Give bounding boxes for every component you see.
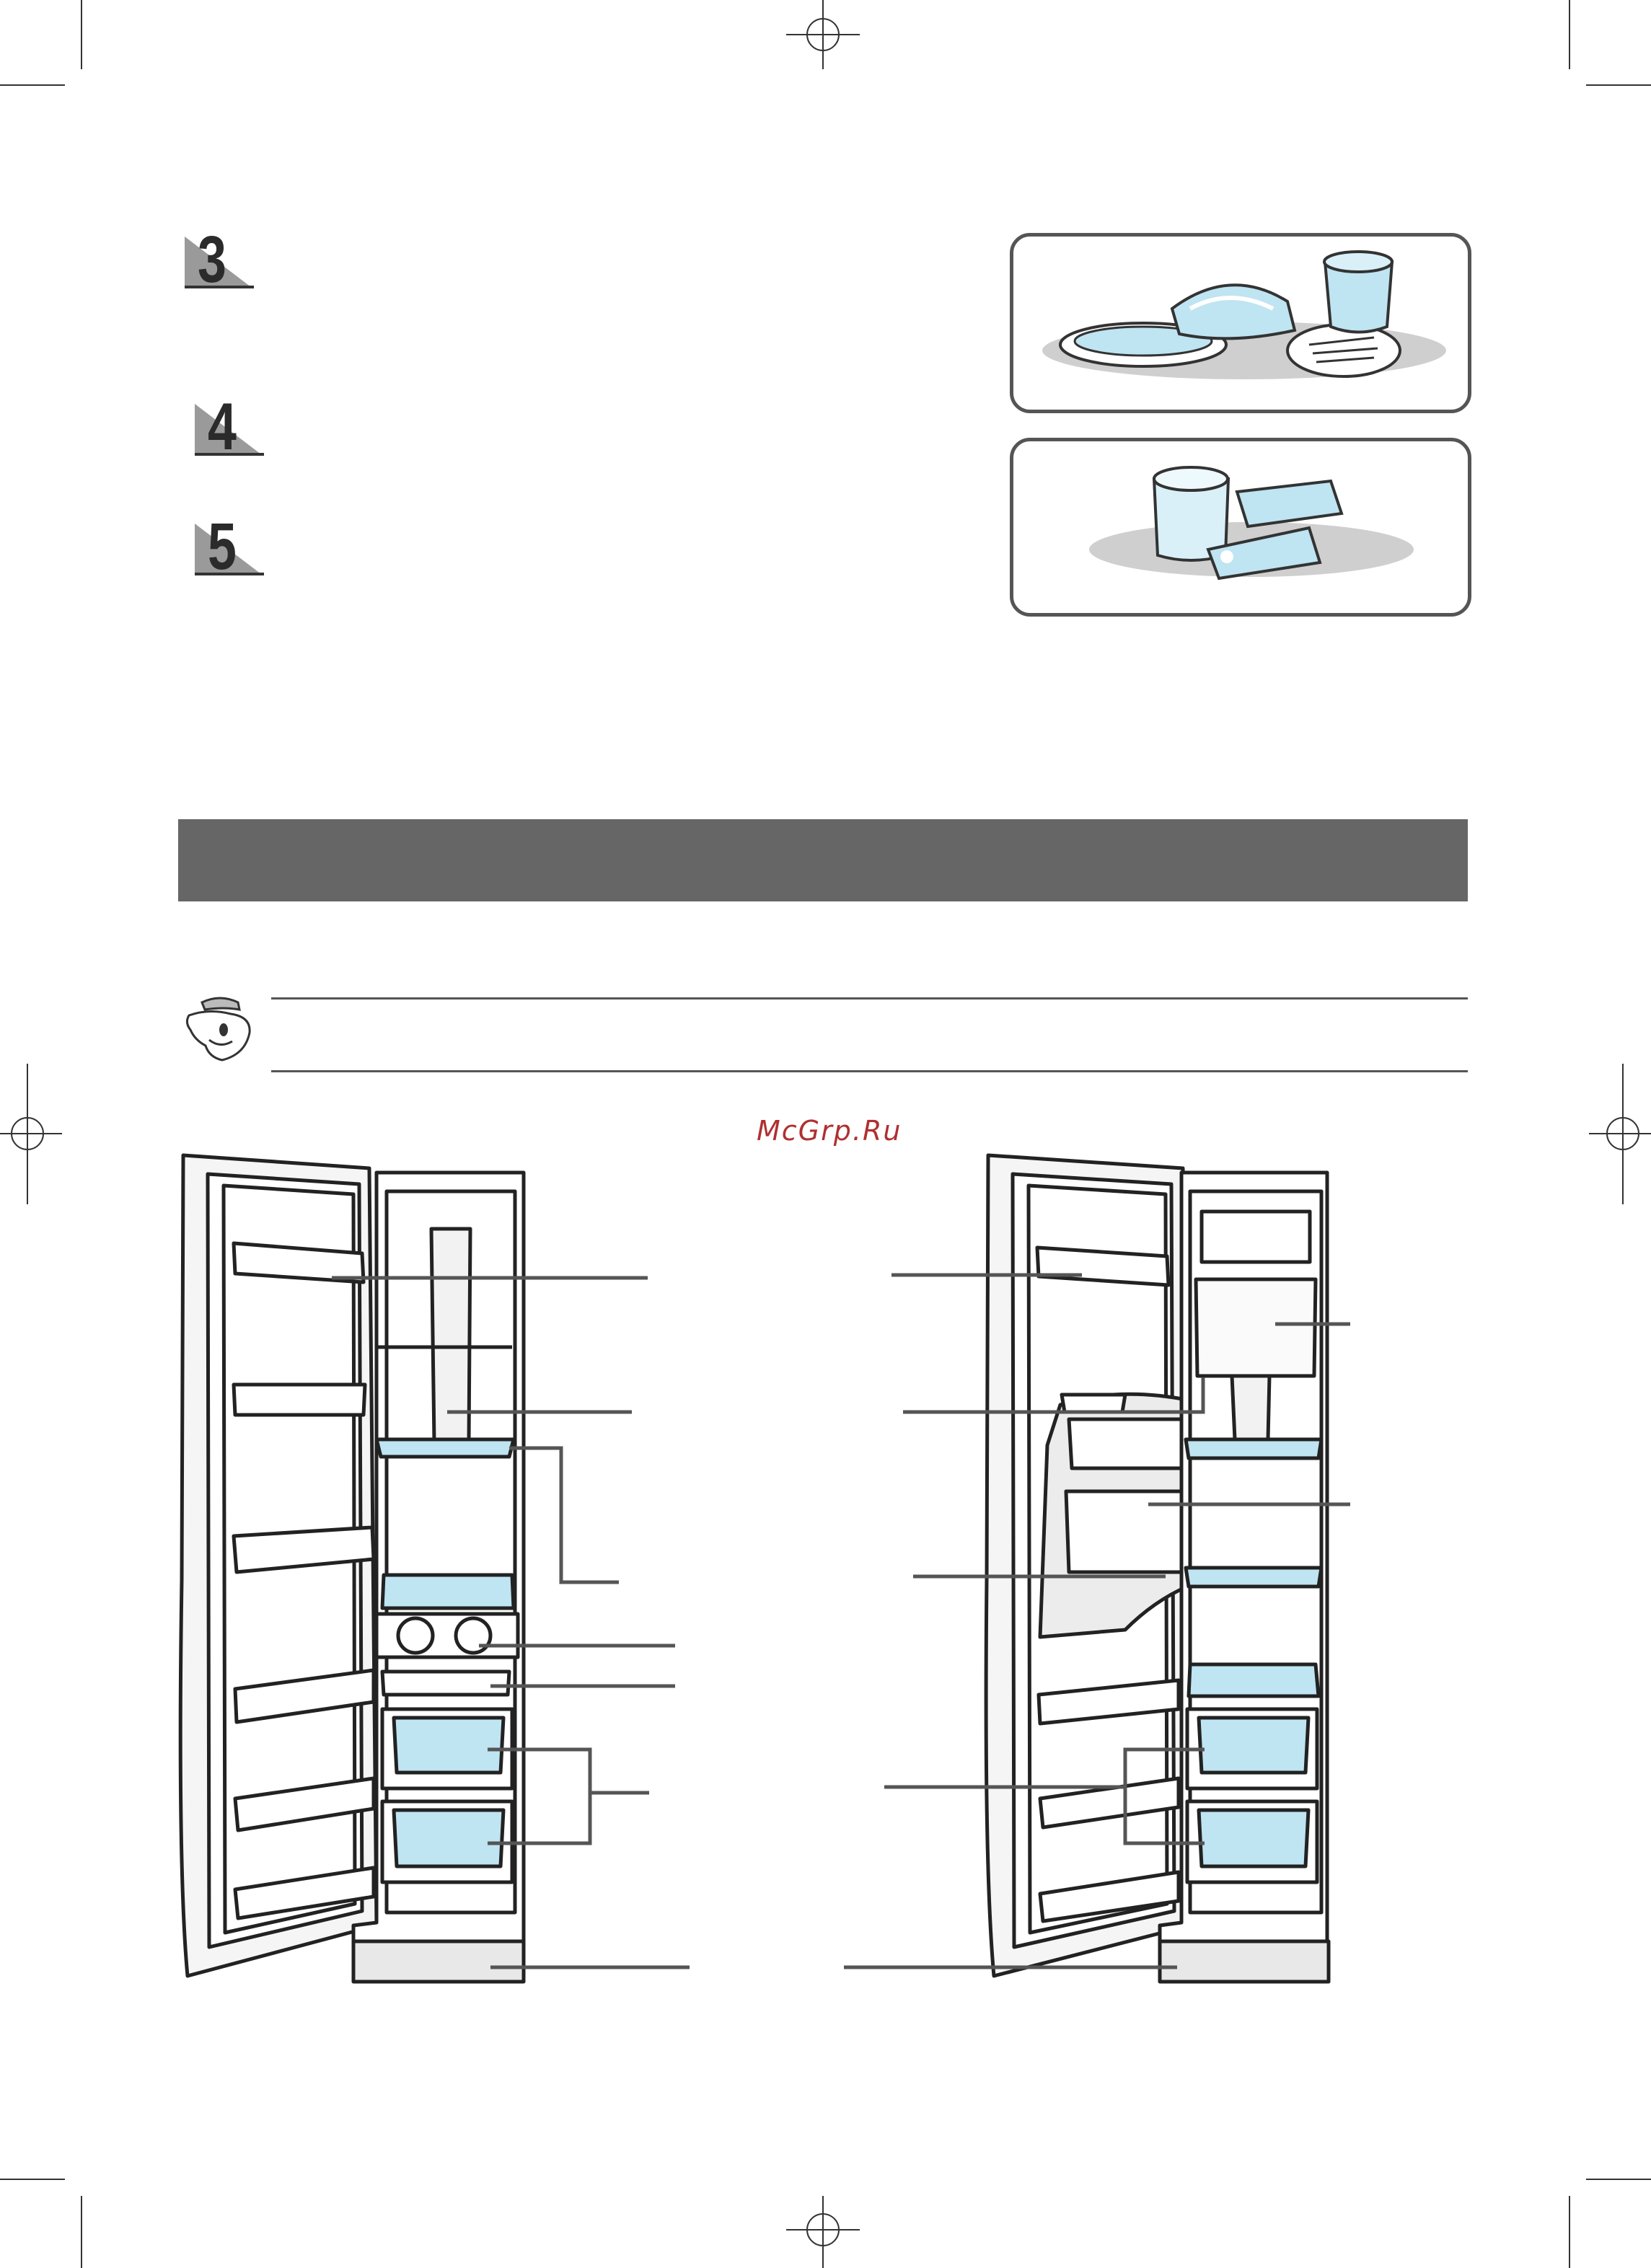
refrigerator-diagram-left bbox=[173, 1147, 692, 1976]
section-header-bar bbox=[178, 819, 1468, 901]
frozen-packages-illustration bbox=[1013, 441, 1475, 620]
step-3-number: 3 bbox=[198, 223, 226, 296]
frozen-food-panel bbox=[1010, 233, 1471, 413]
note-top-rule bbox=[271, 997, 1468, 1000]
frozen-packages-panel bbox=[1010, 438, 1471, 617]
note-icon bbox=[180, 988, 260, 1067]
frozen-food-illustration bbox=[1013, 237, 1475, 417]
watermark: McGrp.Ru bbox=[757, 1115, 902, 1147]
step-4-number: 4 bbox=[208, 390, 237, 464]
step-5-number: 5 bbox=[208, 510, 237, 583]
refrigerator-diagram-right bbox=[837, 1147, 1356, 1976]
note-bottom-rule bbox=[271, 1070, 1468, 1072]
